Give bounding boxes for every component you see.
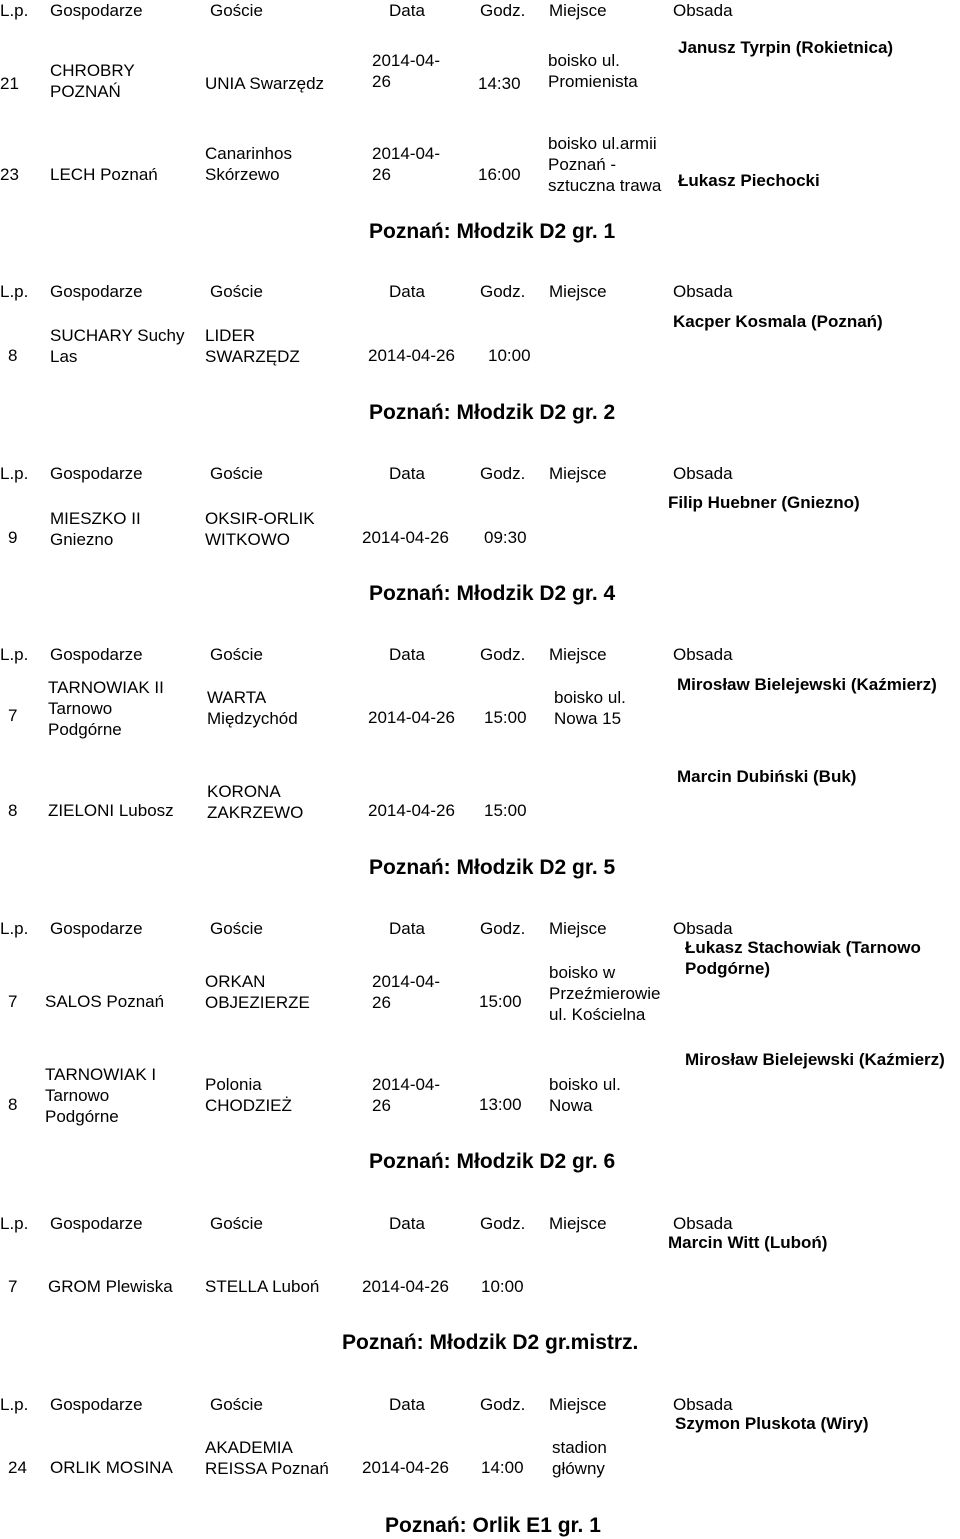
referee: Podgórne) <box>685 959 770 978</box>
match-place: Promienista <box>548 72 638 91</box>
match-time: 14:30 <box>478 74 521 93</box>
match-date: 2014-04- <box>372 1075 441 1094</box>
match-date: 26 <box>372 993 391 1012</box>
header-referee: Obsada <box>673 1395 733 1414</box>
header-lp: L.p. <box>0 645 29 664</box>
table-header <box>0 644 960 666</box>
match-date: 26 <box>372 1096 391 1115</box>
match-date: 2014-04- <box>372 144 441 163</box>
header-lp: L.p. <box>0 464 29 483</box>
away-team: UNIA Swarzędz <box>205 74 325 93</box>
match-place: boisko ul.armii <box>548 134 657 153</box>
header-date: Data <box>389 1395 425 1414</box>
header-time: Godz. <box>480 464 526 483</box>
home-team: POZNAŃ <box>50 82 121 101</box>
away-team: Polonia <box>205 1075 262 1094</box>
match-number: 9 <box>8 528 18 547</box>
home-team: Tarnowo <box>45 1086 110 1105</box>
match-time: 10:00 <box>481 1277 524 1296</box>
match-number: 8 <box>8 801 18 820</box>
header-home: Gospodarze <box>50 1 143 20</box>
match-number: 24 <box>8 1458 27 1477</box>
section-title: Poznań: Młodzik D2 gr. 6 <box>369 1150 616 1173</box>
match-date: 2014-04-26 <box>368 708 455 727</box>
match-place: Nowa <box>549 1096 593 1115</box>
match-place: boisko ul. <box>549 1075 621 1094</box>
header-referee: Obsada <box>673 1 733 20</box>
header-place: Miejsce <box>549 282 607 301</box>
home-team: SALOS Poznań <box>45 992 165 1011</box>
section-title: Poznań: Młodzik D2 gr.mistrz. <box>342 1331 639 1354</box>
match-date: 2014-04-26 <box>368 346 455 365</box>
header-date: Data <box>389 464 425 483</box>
away-team: OKSIR-ORLIK <box>205 509 315 528</box>
header-away: Goście <box>210 645 263 664</box>
match-date: 2014-04-26 <box>362 1277 449 1296</box>
section-title: Poznań: Młodzik D2 gr. 2 <box>369 401 616 424</box>
away-team: WITKOWO <box>205 530 290 549</box>
away-team: AKADEMIA <box>205 1438 293 1457</box>
header-away: Goście <box>210 464 263 483</box>
match-place: główny <box>552 1459 605 1478</box>
referee: Mirosław Bielejewski (Kaźmierz) <box>677 675 937 694</box>
header-time: Godz. <box>480 1 526 20</box>
match-place: Przeźmierowie <box>549 984 661 1003</box>
home-team: MIESZKO II <box>50 509 141 528</box>
home-team: ZIELONI Lubosz <box>48 801 174 820</box>
match-time: 15:00 <box>484 708 527 727</box>
match-time: 14:00 <box>481 1458 524 1477</box>
match-number: 8 <box>8 346 18 365</box>
header-referee: Obsada <box>673 645 733 664</box>
header-date: Data <box>389 282 425 301</box>
away-team: LIDER <box>205 326 256 345</box>
header-lp: L.p. <box>0 1214 29 1233</box>
header-away: Goście <box>210 919 263 938</box>
header-home: Gospodarze <box>50 464 143 483</box>
match-time: 09:30 <box>484 528 527 547</box>
section-title: Poznań: Młodzik D2 gr. 4 <box>369 582 616 605</box>
referee: Janusz Tyrpin (Rokietnica) <box>678 38 894 57</box>
header-place: Miejsce <box>549 464 607 483</box>
match-date: 2014-04- <box>372 51 441 70</box>
away-team: KORONA <box>207 782 281 801</box>
header-place: Miejsce <box>549 919 607 938</box>
match-place: boisko w <box>549 963 616 982</box>
match-time: 16:00 <box>478 165 521 184</box>
home-team: GROM Plewiska <box>48 1277 173 1296</box>
header-date: Data <box>389 1214 425 1233</box>
header-time: Godz. <box>480 645 526 664</box>
home-team: Podgórne <box>48 720 122 739</box>
header-time: Godz. <box>480 1395 526 1414</box>
away-team: Skórzewo <box>205 165 280 184</box>
header-home: Gospodarze <box>50 919 143 938</box>
away-team: CHODZIEŻ <box>205 1096 292 1115</box>
match-number: 8 <box>8 1095 18 1114</box>
match-number: 23 <box>0 165 19 184</box>
away-team: WARTA <box>207 688 267 707</box>
match-number: 7 <box>8 706 18 725</box>
away-team: OBJEZIERZE <box>205 993 310 1012</box>
referee: Łukasz Piechocki <box>678 171 820 190</box>
header-home: Gospodarze <box>50 1395 143 1414</box>
match-place: Nowa 15 <box>554 709 622 728</box>
header-lp: L.p. <box>0 919 29 938</box>
match-date: 2014-04- <box>372 972 441 991</box>
match-number: 7 <box>8 1277 18 1296</box>
table-header <box>0 0 960 22</box>
home-team: ORLIK MOSINA <box>50 1458 173 1477</box>
header-date: Data <box>389 645 425 664</box>
header-time: Godz. <box>480 282 526 301</box>
header-time: Godz. <box>480 919 526 938</box>
header-place: Miejsce <box>549 1 607 20</box>
referee: Szymon Pluskota (Wiry) <box>675 1414 869 1433</box>
table-header <box>0 463 960 485</box>
header-referee: Obsada <box>673 282 733 301</box>
header-referee: Obsada <box>673 919 733 938</box>
header-away: Goście <box>210 1395 263 1414</box>
header-place: Miejsce <box>549 645 607 664</box>
match-time: 13:00 <box>479 1095 522 1114</box>
match-place: stadion <box>552 1438 607 1457</box>
match-date: 2014-04-26 <box>362 1458 449 1477</box>
match-place: sztuczna trawa <box>548 176 662 195</box>
match-time: 15:00 <box>479 992 522 1011</box>
match-date: 26 <box>372 165 391 184</box>
away-team: Canarinhos <box>205 144 292 163</box>
referee: Mirosław Bielejewski (Kaźmierz) <box>685 1050 945 1069</box>
referee: Marcin Dubiński (Buk) <box>677 767 857 786</box>
home-team: CHROBRY <box>50 61 135 80</box>
section-title: Poznań: Orlik E1 gr. 1 <box>385 1514 601 1537</box>
header-place: Miejsce <box>549 1214 607 1233</box>
away-team: ZAKRZEWO <box>207 803 304 822</box>
match-number: 21 <box>0 74 19 93</box>
referee: Filip Huebner (Gniezno) <box>668 493 860 512</box>
away-team: ORKAN <box>205 972 266 991</box>
match-place: Poznań - <box>548 155 617 174</box>
header-home: Gospodarze <box>50 282 143 301</box>
away-team: STELLA Luboń <box>205 1277 320 1296</box>
home-team: SUCHARY Suchy <box>50 326 185 345</box>
header-referee: Obsada <box>673 464 733 483</box>
referee: Kacper Kosmala (Poznań) <box>673 312 883 331</box>
home-team: TARNOWIAK II <box>48 678 164 697</box>
header-time: Godz. <box>480 1214 526 1233</box>
match-place: boisko ul. <box>554 688 626 707</box>
away-team: Międzychód <box>207 709 298 728</box>
home-team: Las <box>50 347 78 366</box>
table-header <box>0 281 960 303</box>
match-time: 15:00 <box>484 801 527 820</box>
header-home: Gospodarze <box>50 645 143 664</box>
match-time: 10:00 <box>488 346 531 365</box>
home-team: Podgórne <box>45 1107 119 1126</box>
away-team: SWARZĘDZ <box>205 347 300 366</box>
referee: Marcin Witt (Luboń) <box>668 1233 828 1252</box>
header-date: Data <box>389 919 425 938</box>
match-place: ul. Kościelna <box>549 1005 646 1024</box>
away-team: REISSA Poznań <box>205 1459 329 1478</box>
header-lp: L.p. <box>0 282 29 301</box>
header-lp: L.p. <box>0 1 29 20</box>
home-team: TARNOWIAK I <box>45 1065 157 1084</box>
header-home: Gospodarze <box>50 1214 143 1233</box>
home-team: LECH Poznań <box>50 165 158 184</box>
match-number: 7 <box>8 992 18 1011</box>
header-date: Data <box>389 1 425 20</box>
home-team: Gniezno <box>50 530 114 549</box>
header-place: Miejsce <box>549 1395 607 1414</box>
match-date: 26 <box>372 72 391 91</box>
referee: Łukasz Stachowiak (Tarnowo <box>685 938 921 957</box>
match-date: 2014-04-26 <box>368 801 455 820</box>
section-title: Poznań: Młodzik D2 gr. 5 <box>369 856 616 879</box>
section-title: Poznań: Młodzik D2 gr. 1 <box>369 220 616 243</box>
match-place: boisko ul. <box>548 51 620 70</box>
header-away: Goście <box>210 1 263 20</box>
home-team: Tarnowo <box>48 699 113 718</box>
header-away: Goście <box>210 1214 263 1233</box>
match-date: 2014-04-26 <box>362 528 449 547</box>
header-referee: Obsada <box>673 1214 733 1233</box>
header-lp: L.p. <box>0 1395 29 1414</box>
header-away: Goście <box>210 282 263 301</box>
